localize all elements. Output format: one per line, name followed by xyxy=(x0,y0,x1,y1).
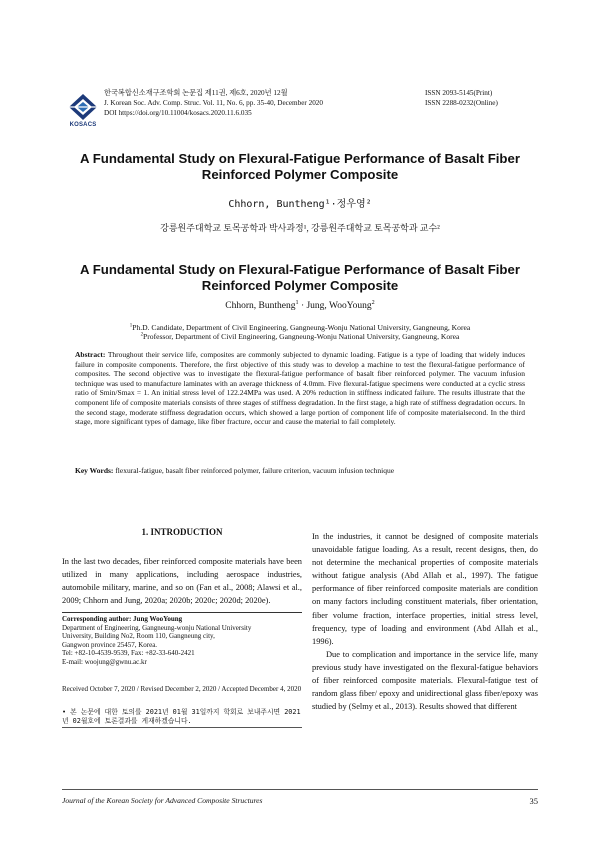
abstract xyxy=(75,350,525,427)
author-separator: · xyxy=(298,301,307,311)
author-1-mark: 1 xyxy=(295,299,299,306)
issn-block xyxy=(425,88,545,108)
intro-paragraph: Due to complication and importance in the service life, many previous study have investigated on the flexural-fatigue behaviors of fiber reinforced composite materials. Flexural-fatigue test of random glass fiber/ epoxy and unidirectional glass fiber/epoxy was studied by (Selmy et al., 2013). Results showed that different xyxy=(312,649,538,712)
corresponding-line: Tel: +82-10-4539-9539, Fax: +82-33-640-2421 xyxy=(62,649,195,658)
abstract-label: Abstract: xyxy=(75,350,106,359)
discussion-note: • 본 논문에 대한 토의를 2021년 01월 31일까지 학회로 보내주시면 2021년 02월호에 토론결과를 게재하겠습니다. xyxy=(62,708,302,728)
corresponding-line: University, Building No2, Room 110, Gangneung city, xyxy=(62,632,215,641)
footer-rule xyxy=(62,789,538,790)
author-2: Jung, WooYoung xyxy=(306,301,372,311)
corresponding-author-label: Corresponding author: Jung WooYoung xyxy=(62,615,183,623)
doi-link[interactable]: DOI https://doi.org/10.11004/kosacs.2020.11.6.035 xyxy=(104,109,252,117)
keywords xyxy=(75,466,525,476)
issn-print: ISSN 2093-5145(Print) xyxy=(425,89,493,97)
kosacs-logo-icon xyxy=(68,93,98,121)
authors-ko: Chhorn, Buntheng¹·정우영² xyxy=(228,199,372,210)
journal-header xyxy=(104,88,404,118)
corresponding-email: E-mail: woojung@gwnu.ac.kr xyxy=(62,657,147,666)
intro-column-right xyxy=(312,530,538,713)
intro-paragraph-left: In the last two decades, fiber reinforced composite materials have been utilized in many applications, including aerospace industries, automobile military, marine, and so on (Fan et al., 2008; Alawsi et al., 2009; Chhorn and Jung, 2020a; 2020b; 2020c; 2020d; 2020e). xyxy=(62,557,302,606)
author-2-mark: 2 xyxy=(371,299,375,306)
page-number: 35 xyxy=(529,796,538,806)
keywords-text: flexural-fatigue, basalt fiber reinforced polymer, failure criterion, vacuum infusion technique xyxy=(115,466,395,475)
footer-journal-name: Journal of the Korean Society for Advanced Composite Structures xyxy=(62,796,263,805)
authors-en xyxy=(50,301,550,311)
keywords-label: Key Words: xyxy=(75,466,114,475)
author-1: Chhorn, Buntheng xyxy=(225,301,296,311)
affiliation-ko: 강릉원주대학교 토목공학과 박사과정¹, 강릉원주대학교 토목공학과 교수² xyxy=(160,223,440,233)
section-heading-introduction: 1. INTRODUCTION xyxy=(141,527,223,537)
abstract-text: Throughout their service life, composites are commonly subjected to dynamic loading. Fatigue is a type of loading that widely induces failure in composite components. Therefore, the first objective of this study was to develop a machine to test the flexural-fatigue performance of composites. The second objective was to investigate the flexural-fatigue performance of basalt fiber reinforced polymer. The vacuum infusion technique was used to manufacture laminates with an average thickness of 4.0mm. Five flexural-fatigue specimens were conducted at a cyclic stress ratio of Smin/Smax = 1. An initial stress level of 122.24MPa was used. A 20% reduction in stiffness indicated failure. The results illustrate that the component life of composite materials consists of three stages of stiffness degradation. In the first stage, a high rate of stiffness degradation occurs. In the second stage, moderate stiffness degradation occurs, which showed a large portion of component life of composite materialsecond. In the third stage, more significant types of damage, like fiber fracture, occur and cause the material to fail completely. xyxy=(75,350,525,427)
affiliation-2-mark: 2 xyxy=(140,332,144,338)
corresponding-line: Department of Engineering, Gangneung-wonju National University xyxy=(62,623,252,632)
journal-header-en: J. Korean Soc. Adv. Comp. Struc. Vol. 11, No. 6, pp. 35-40, December 2020 xyxy=(104,99,323,107)
logo-text: KOSACS xyxy=(69,122,97,128)
paper-title-en: A Fundamental Study on Flexural-Fatigue Performance of Basalt Fiber Reinforced Polymer Composite xyxy=(80,262,520,293)
corresponding-author xyxy=(62,612,302,667)
intro-paragraph: In the industries, it cannot be designed of composite materials unavoidable fatigue loading. As a result, recent designs, then, do not determine the mechanical properties of composite materials without fatigue analysis (Abd Allah et al., 1997). The fatigue performance of fiber reinforced composite materials are condition on many factors including constituent materials, fiber orientation, fiber volume fraction, interface properties, initial stress level, frequency, type of loading and environment (Abd Allah et al., 1996). xyxy=(312,532,538,646)
journal-header-ko: 한국복합신소재구조학회 논문집 제11권, 제6호, 2020년 12월 xyxy=(104,89,288,97)
paper-title-ko: A Fundamental Study on Flexural-Fatigue Performance of Basalt Fiber Reinforced Polymer Composite xyxy=(80,151,520,182)
received-dates: Received October 7, 2020 / Revised December 2, 2020 / Accepted December 4, 2020 xyxy=(62,685,302,693)
affiliation-2: $^2$Professor, Department of Civil Engineering, Gangneung-Wonju National University, Gangneung, Korea xyxy=(140,332,460,342)
issn-online: ISSN 2288-0232(Online) xyxy=(425,99,498,107)
affiliation-1-mark: 1 xyxy=(129,323,133,329)
affiliations-en xyxy=(60,323,540,342)
corresponding-line: Gangwon province 25457, Korea. xyxy=(62,640,158,649)
affiliation-1: $^1$Ph.D. Candidate, Department of Civil Engineering, Gangneung-Wonju National University, Gangneung, Korea xyxy=(129,323,471,332)
